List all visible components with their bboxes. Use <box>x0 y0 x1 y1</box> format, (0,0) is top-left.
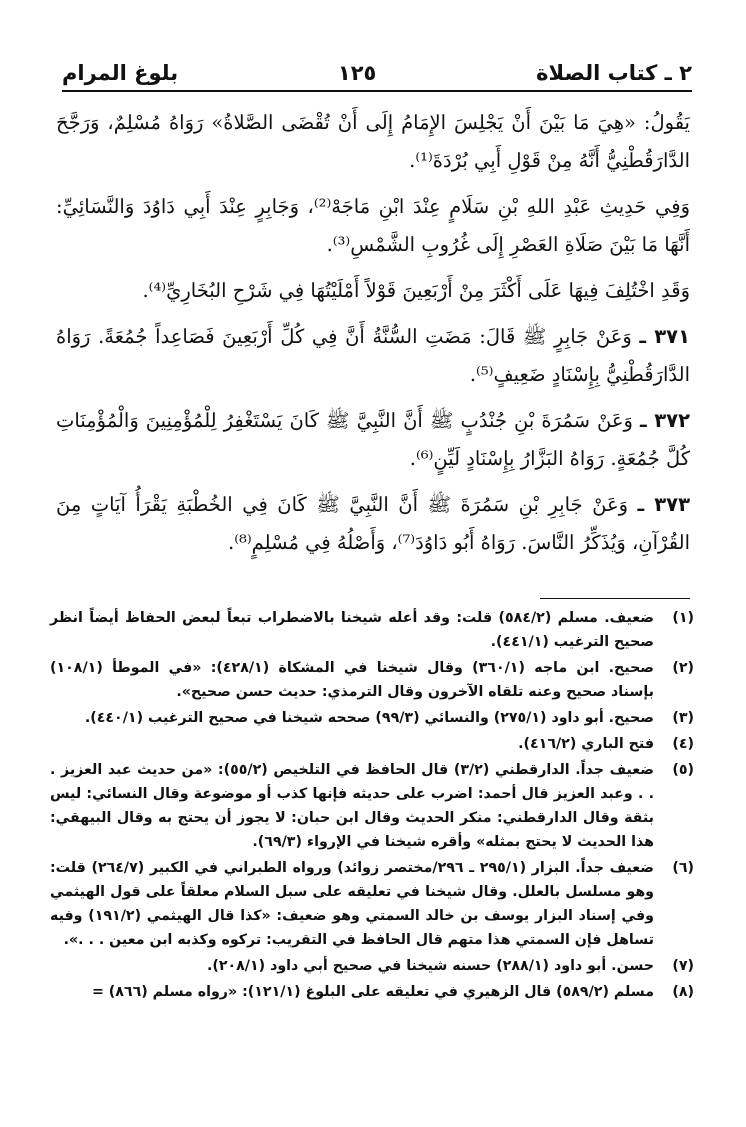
footnote-number: (٣) <box>672 710 694 726</box>
footnote-text: ضعيف جداً. البزار (٢٩٥/١ ـ ٢٩٦/مختصر زوائد) ورواه الطبراني في الكبير (٢٦٤/٧) قلت: وهو مسلسل بالعلل. وقال شيخنا في تعليقه على سبل السلام معلقاً على قول الهيثمي وفي إسناد البزار يوسف بن خالد السمتي وهو ضعيف: «كذا قال الهيثمي (١٩١/٢) وفيه تساهل فإن السمتي هذا متهم قال الحافظ في التقريب: تركوه وكذبه ابن معين . . .». <box>50 860 655 948</box>
hadith-372 <box>56 402 690 478</box>
footnote <box>50 856 694 952</box>
paragraph-text: وَقَدِ اخْتُلِفَ فِيهَا عَلَى أَكْثَرَ مِنْ أَرْبَعِينَ قَوْلاً أَمْلَيْتُهَا فِي شَرْحِ البُخَارِيِّ⁽⁴⁾. <box>142 279 690 302</box>
footnote-number: (١) <box>672 610 694 626</box>
paragraph-text: وَفِي حَدِيثِ عَبْدِ اللهِ بْنِ سَلَامٍ عِنْدَ ابْنِ مَاجَهْ⁽²⁾، وَجَابِرٍ عِنْدَ أَبِي دَاوُدَ وَالنَّسَائِيِّ: أَنَّهَا مَا بَيْنَ صَلَاةِ العَصْرِ إِلَى غُرُوبِ الشَّمْسِ⁽³⁾. <box>56 195 690 256</box>
paragraph-text: وَعَنْ سَمُرَةَ بْنِ جُنْدُبٍ ﷺ أَنَّ النَّبِيَّ ﷺ كَانَ يَسْتَغْفِرُ لِلْمُؤْمِنِينَ وَالْمُؤْمِنَاتِ كُلَّ جُمُعَةٍ. رَوَاهُ البَزَّارُ بِإِسْنَادٍ لَيِّنٍ⁽⁶⁾. <box>56 409 690 470</box>
footnote-number: (٧) <box>672 958 694 974</box>
page-number: ١٢٥ <box>337 61 377 85</box>
footnote-number: (٥) <box>672 762 694 778</box>
footnote-number: (٨) <box>672 984 694 1000</box>
footnote-text: صحيح. أبو داود (٢٧٥/١) والنسائي (٩٩/٣) صححه شيخنا في صحيح الترغيب (٤٤٠/١). <box>84 710 654 726</box>
footnote-text: فتح الباري (٤١٦/٢). <box>518 736 654 752</box>
main-text <box>56 104 690 570</box>
footnote-number: (٢) <box>672 660 694 676</box>
book-title: بلوغ المرام <box>62 61 179 85</box>
hadith-373 <box>56 486 690 562</box>
footnote <box>50 758 694 854</box>
footnote-number: (٤) <box>672 736 694 752</box>
hadith-number: ٣٧١ ـ <box>639 325 690 348</box>
footnotes <box>50 606 694 1006</box>
hadith-number: ٣٧٢ ـ <box>639 409 690 432</box>
hadith-number: ٣٧٣ ـ <box>637 493 690 516</box>
footnote <box>50 980 694 1004</box>
chapter-title: ٢ ـ كتاب الصلاة <box>536 61 692 85</box>
footnote <box>50 606 694 654</box>
paragraph <box>56 272 690 310</box>
page-header <box>62 52 692 92</box>
paragraph <box>56 188 690 264</box>
footnote-divider <box>540 598 690 599</box>
footnote-text: صحيح. ابن ماجه (٣٦٠/١) وقال شيخنا في المشكاة (٤٢٨/١): «في الموطأ (١٠٨/١) بإسناد صحيح وعنه تلقاه الآخرون وقال الترمذي: حديث حسن صحيح». <box>50 660 654 700</box>
footnote-text: ضعيف. مسلم (٥٨٤/٢) قلت: وقد أعله شيخنا بالاضطراب تبعاً لبعض الحفاظ أيضاً انظر صحيح الترغيب (٤٤١/١). <box>50 610 654 650</box>
paragraph-text: وَعَنْ جَابِرٍ ﷺ قَالَ: مَضَتِ السُّنَّةُ أَنَّ فِي كُلِّ أَرْبَعِينَ فَصَاعِداً جُمُعَةً. رَوَاهُ الدَّارَقُطْنِيُّ بِإِسْنَادٍ ضَعِيفٍ⁽⁵⁾. <box>56 325 690 386</box>
footnote-text: ضعيف جداً. الدارقطني (٣/٢) قال الحافظ في التلخيص (٥٥/٢): «من حديث عبد العزيز . . . وعبد العزيز قال أحمد: اضرب على حديثه فإنها كذب أو موضوعة وقال النسائي: ليس بثقة وقال الدارقطني: منكر الحديث وقال ابن حبان: لا يجوز أن يحتج به وقال البيهقي: هذا الحديث لا يحتج بمثله» وأقره شيخنا في الإرواء (٦٩/٣). <box>50 762 654 850</box>
paragraph-text: يَقُولُ: «هِيَ مَا بَيْنَ أَنْ يَجْلِسَ الإِمَامُ إِلَى أَنْ تُقْضَى الصَّلاةُ» رَوَاهُ مُسْلِمٌ، وَرَجَّحَ الدَّارَقُطْنِيُّ أَنَّهُ مِنْ قَوْلِ أَبِي بُرْدَةَ⁽¹⁾. <box>56 111 690 172</box>
hadith-371 <box>56 318 690 394</box>
footnote-text: حسن. أبو داود (٢٨٨/١) حسنه شيخنا في صحيح أبي داود (٢٠٨/١). <box>206 958 654 974</box>
paragraph-text: وَعَنْ جَابِرِ بْنِ سَمُرَةَ ﷺ أَنَّ النَّبِيَّ ﷺ كَانَ فِي الخُطْبَةِ يَقْرَأُ آيَاتٍ مِنَ القُرْآنِ، وَيُذَكِّرُ النَّاسَ. رَوَاهُ أَبُو دَاوُدَ⁽⁷⁾، وَأَصْلُهُ فِي مُسْلِمٍ⁽⁸⁾. <box>56 493 690 554</box>
footnote-text: مسلم (٥٨٩/٢) قال الزهيري في تعليقه على البلوغ (١٢١/١): «رواه مسلم (٨٦٦) = <box>91 984 654 1000</box>
footnote <box>50 732 694 756</box>
paragraph <box>56 104 690 180</box>
footnote <box>50 656 694 704</box>
footnote <box>50 954 694 978</box>
footnote <box>50 706 694 730</box>
footnote-number: (٦) <box>672 860 694 876</box>
